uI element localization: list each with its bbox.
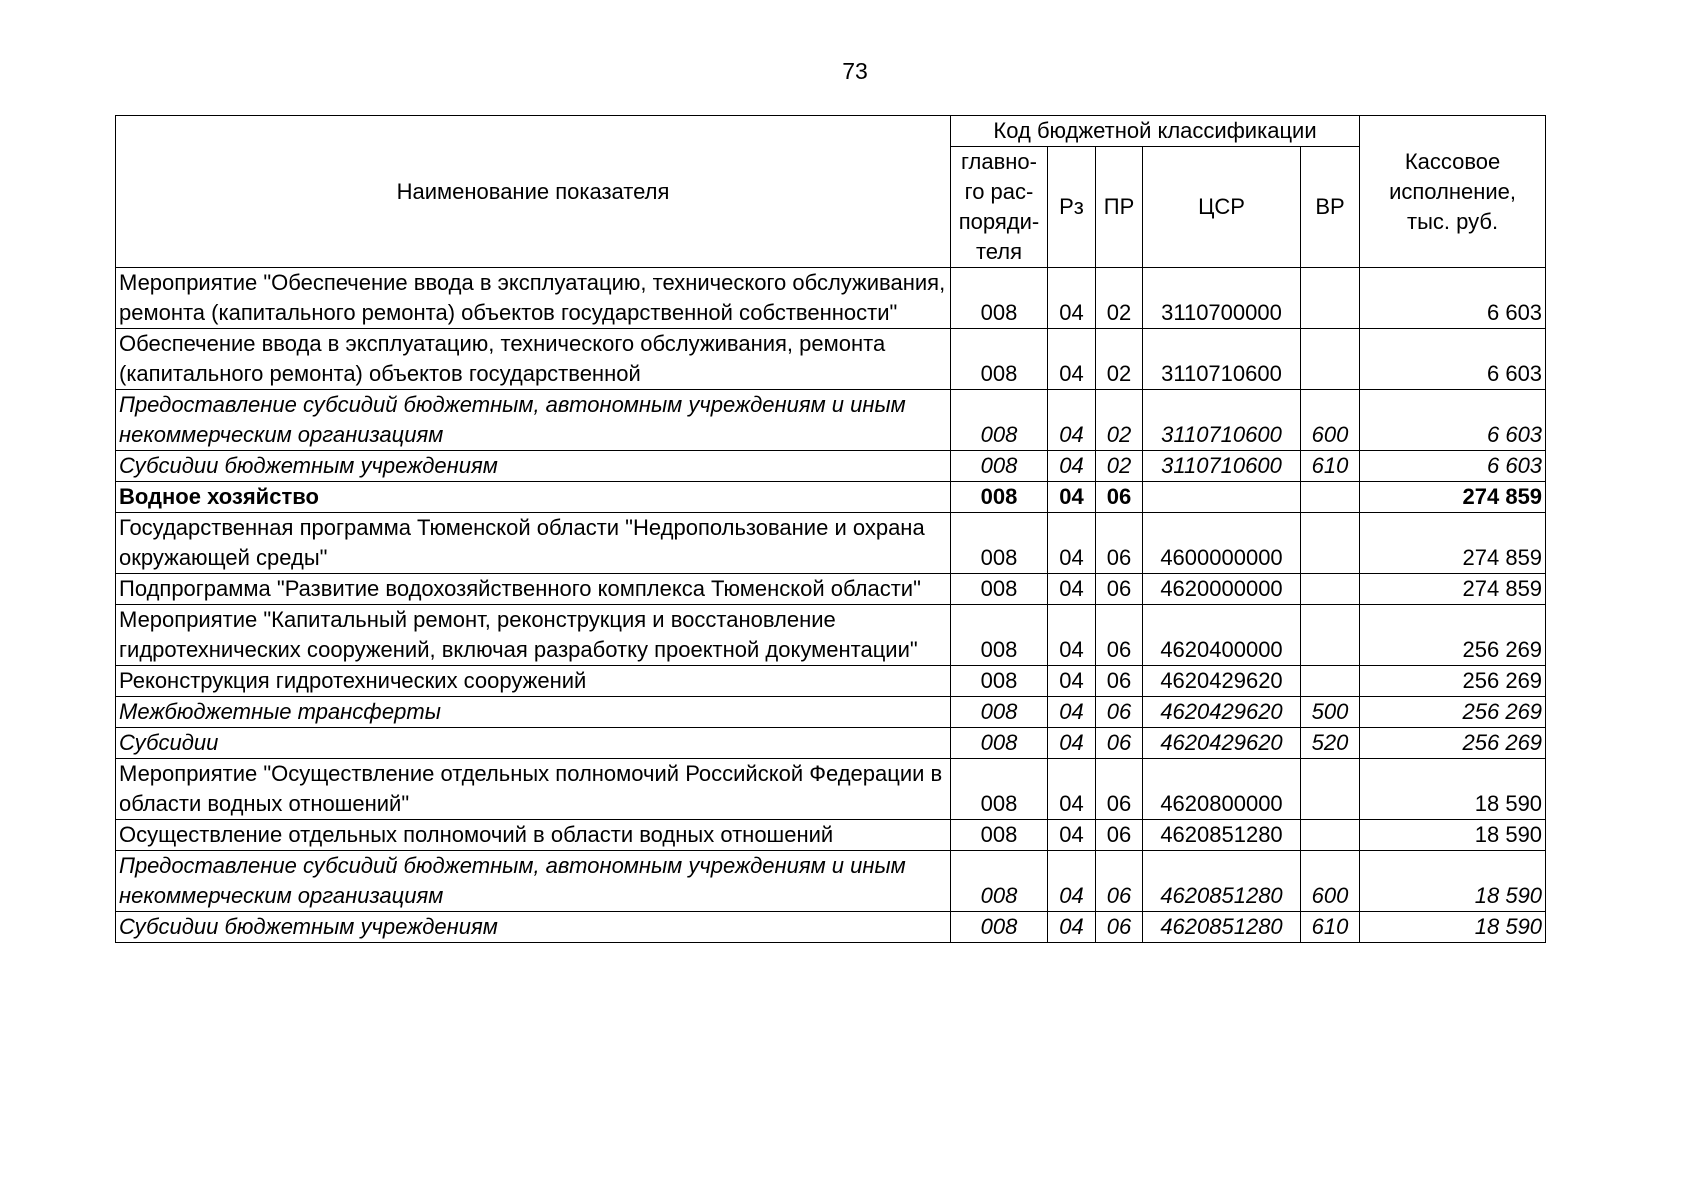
row-gr: 008: [951, 820, 1048, 851]
row-csr: 4620851280: [1143, 851, 1301, 912]
header-csr: ЦСР: [1143, 147, 1301, 268]
row-pr: 02: [1096, 390, 1143, 451]
header-amount: [1360, 116, 1546, 268]
row-amount: 18 590: [1360, 820, 1546, 851]
row-amount: 6 603: [1360, 268, 1546, 329]
row-vr: 600: [1301, 390, 1360, 451]
header-rz: Рз: [1048, 147, 1096, 268]
row-pr: 06: [1096, 666, 1143, 697]
row-csr: 3110710600: [1143, 390, 1301, 451]
row-pr: 02: [1096, 268, 1143, 329]
row-amount: 274 859: [1360, 574, 1546, 605]
row-amount: 256 269: [1360, 697, 1546, 728]
table-row: [116, 390, 1546, 451]
row-name: Мероприятие "Осуществление отдельных полномочий Российской Федерации в области водных отношений": [116, 759, 951, 820]
table-row: [116, 697, 1546, 728]
row-pr: 06: [1096, 820, 1143, 851]
row-vr: [1301, 482, 1360, 513]
row-csr: [1143, 482, 1301, 513]
row-vr: 600: [1301, 851, 1360, 912]
row-rz: 04: [1048, 912, 1096, 943]
row-rz: 04: [1048, 697, 1096, 728]
row-pr: 02: [1096, 451, 1143, 482]
header-vr: ВР: [1301, 147, 1360, 268]
table-row: [116, 728, 1546, 759]
row-rz: 04: [1048, 329, 1096, 390]
row-pr: 06: [1096, 482, 1143, 513]
table-row: [116, 912, 1546, 943]
row-csr: 4620429620: [1143, 728, 1301, 759]
row-vr: [1301, 513, 1360, 574]
row-amount: 274 859: [1360, 482, 1546, 513]
row-vr: [1301, 574, 1360, 605]
row-vr: [1301, 666, 1360, 697]
row-vr: 610: [1301, 912, 1360, 943]
row-csr: 4620800000: [1143, 759, 1301, 820]
table-row: [116, 666, 1546, 697]
header-name: Наименование показателя: [116, 116, 951, 268]
row-csr: 4620429620: [1143, 666, 1301, 697]
row-gr: 008: [951, 482, 1048, 513]
row-rz: 04: [1048, 482, 1096, 513]
row-rz: 04: [1048, 451, 1096, 482]
row-pr: 02: [1096, 329, 1143, 390]
row-pr: 06: [1096, 574, 1143, 605]
row-gr: 008: [951, 759, 1048, 820]
row-amount: 18 590: [1360, 851, 1546, 912]
header-glavnogo-line: го рас-: [964, 179, 1034, 204]
row-amount: 6 603: [1360, 390, 1546, 451]
row-rz: 04: [1048, 390, 1096, 451]
page-number: 73: [842, 58, 868, 84]
row-gr: 008: [951, 697, 1048, 728]
header-amount-line: исполнение,: [1389, 178, 1517, 204]
row-amount: 256 269: [1360, 728, 1546, 759]
row-vr: [1301, 605, 1360, 666]
row-csr: 3110710600: [1143, 451, 1301, 482]
header-amount-line: тыс. руб.: [1407, 208, 1499, 234]
row-name: Мероприятие "Капитальный ремонт, реконструкция и восстановление гидротехнических сооружений, включая разработку проектной документации": [116, 605, 951, 666]
row-rz: 04: [1048, 820, 1096, 851]
row-vr: [1301, 759, 1360, 820]
row-name: Реконструкция гидротехнических сооружений: [116, 666, 951, 697]
row-pr: 06: [1096, 513, 1143, 574]
row-vr: [1301, 268, 1360, 329]
row-vr: 610: [1301, 451, 1360, 482]
table-row: [116, 605, 1546, 666]
row-rz: 04: [1048, 513, 1096, 574]
row-gr: 008: [951, 605, 1048, 666]
row-amount: 6 603: [1360, 451, 1546, 482]
row-name: Субсидии бюджетным учреждениям: [116, 912, 951, 943]
row-name: Субсидии бюджетным учреждениям: [116, 451, 951, 482]
row-amount: 256 269: [1360, 666, 1546, 697]
row-name: Мероприятие "Обеспечение ввода в эксплуатацию, технического обслуживания, ремонта (капитального ремонта) объектов государственной собственности": [116, 268, 951, 329]
row-name: Субсидии: [116, 728, 951, 759]
row-rz: 04: [1048, 574, 1096, 605]
row-amount: 18 590: [1360, 912, 1546, 943]
header-glavnogo-line: поряди-: [958, 209, 1040, 234]
row-csr: 4620851280: [1143, 912, 1301, 943]
header-glavnogo: [951, 147, 1048, 268]
table-row: [116, 482, 1546, 513]
row-rz: 04: [1048, 605, 1096, 666]
row-name: Межбюджетные трансферты: [116, 697, 951, 728]
row-name: Осуществление отдельных полномочий в области водных отношений: [116, 820, 951, 851]
row-gr: 008: [951, 390, 1048, 451]
row-rz: 04: [1048, 268, 1096, 329]
row-amount: 18 590: [1360, 759, 1546, 820]
row-csr: 4620429620: [1143, 697, 1301, 728]
row-gr: 008: [951, 666, 1048, 697]
row-gr: 008: [951, 912, 1048, 943]
row-amount: 6 603: [1360, 329, 1546, 390]
row-rz: 04: [1048, 851, 1096, 912]
table-row: [116, 329, 1546, 390]
row-csr: 4620851280: [1143, 820, 1301, 851]
row-amount: 256 269: [1360, 605, 1546, 666]
header-code-group: Код бюджетной классификации: [951, 116, 1360, 147]
row-csr: 3110700000: [1143, 268, 1301, 329]
row-rz: 04: [1048, 759, 1096, 820]
table-row: [116, 513, 1546, 574]
header-amount-line: Кассовое: [1404, 148, 1501, 174]
row-pr: 06: [1096, 759, 1143, 820]
row-gr: 008: [951, 329, 1048, 390]
table-row: [116, 574, 1546, 605]
row-rz: 04: [1048, 666, 1096, 697]
budget-table: [115, 115, 1546, 943]
row-name: Водное хозяйство: [116, 482, 951, 513]
row-rz: 04: [1048, 728, 1096, 759]
row-gr: 008: [951, 451, 1048, 482]
row-csr: 4600000000: [1143, 513, 1301, 574]
row-pr: 06: [1096, 697, 1143, 728]
row-name: Предоставление субсидий бюджетным, автономным учреждениям и иным некоммерческим организациям: [116, 390, 951, 451]
row-name: Предоставление субсидий бюджетным, автономным учреждениям и иным некоммерческим организациям: [116, 851, 951, 912]
row-pr: 06: [1096, 851, 1143, 912]
row-gr: 008: [951, 513, 1048, 574]
row-gr: 008: [951, 728, 1048, 759]
row-name: Обеспечение ввода в эксплуатацию, технического обслуживания, ремонта (капитального ремонта) объектов государственной: [116, 329, 951, 390]
header-glavnogo-line: главно-: [960, 149, 1037, 174]
row-pr: 06: [1096, 728, 1143, 759]
row-name: Государственная программа Тюменской области "Недропользование и охрана окружающей среды": [116, 513, 951, 574]
row-name: Подпрограмма "Развитие водохозяйственного комплекса Тюменской области": [116, 574, 951, 605]
row-gr: 008: [951, 268, 1048, 329]
header-pr: ПР: [1096, 147, 1143, 268]
table-row: [116, 820, 1546, 851]
table-row: [116, 451, 1546, 482]
header-glavnogo-line: теля: [975, 239, 1023, 264]
row-vr: [1301, 329, 1360, 390]
row-vr: [1301, 820, 1360, 851]
row-gr: 008: [951, 851, 1048, 912]
table-row: [116, 759, 1546, 820]
row-vr: 500: [1301, 697, 1360, 728]
row-vr: 520: [1301, 728, 1360, 759]
row-csr: 4620000000: [1143, 574, 1301, 605]
row-pr: 06: [1096, 912, 1143, 943]
table-row: [116, 268, 1546, 329]
row-pr: 06: [1096, 605, 1143, 666]
row-amount: 274 859: [1360, 513, 1546, 574]
table-row: [116, 851, 1546, 912]
row-csr: 4620400000: [1143, 605, 1301, 666]
row-csr: 3110710600: [1143, 329, 1301, 390]
row-gr: 008: [951, 574, 1048, 605]
